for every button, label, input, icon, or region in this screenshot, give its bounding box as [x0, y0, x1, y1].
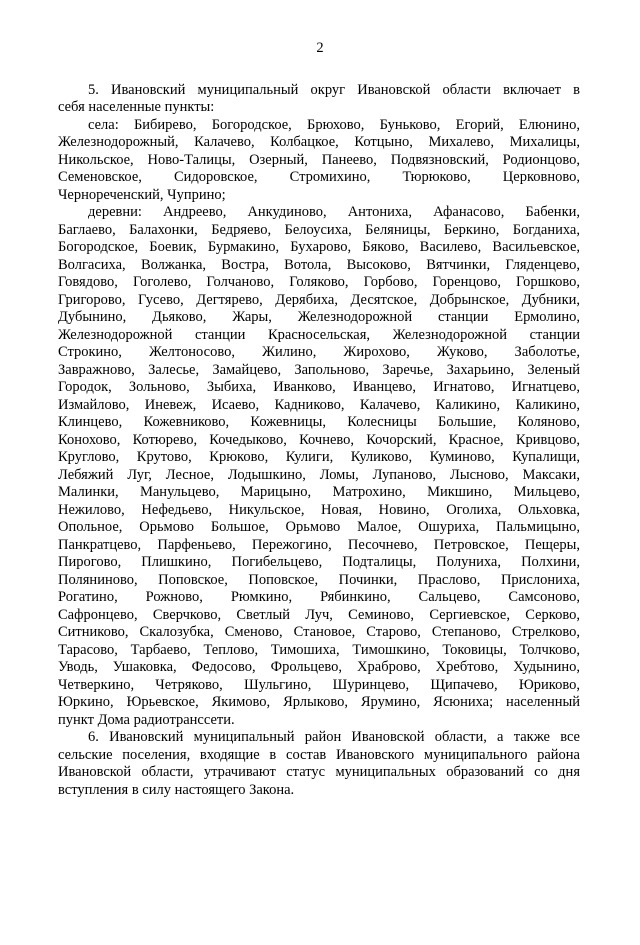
text-line: Четверкино, Четряково, Шульгино, Шуринцево, Щипачево, Юриково,	[58, 676, 580, 693]
text-line: Чернореченский, Чуприно;	[58, 186, 226, 203]
text-line: вступления в силу настоящего Закона.	[58, 781, 295, 798]
text-line: Григорово, Гусево, Дегтярево, Дерябиха, Десятское, Добрынское, Дубники,	[58, 291, 580, 308]
text-line: Строкино, Желтоносово, Жилино, Жирохово, Жуково, Заболотье,	[58, 344, 580, 360]
paragraph-item-6	[58, 729, 580, 799]
text-line: 5. Ивановский муниципальный округ Ивановской области включает в	[88, 81, 580, 98]
text-line: пункт Дома радиотранссети.	[58, 711, 235, 728]
text-line: Сафронцево, Сверчково, Светлый Луч, Семиново, Сергиевское, Серково,	[58, 606, 580, 623]
page-number: 2	[316, 40, 324, 56]
text-line: Говядово, Гоголево, Голчаново, Голяково, Горбово, Горенцово, Горшково,	[58, 274, 580, 290]
document-page	[0, 40, 640, 945]
text-line: Волгасиха, Волжанка, Востра, Вотола, Высоково, Вятчинки, Гляденцево,	[58, 256, 580, 273]
text-line: Ситниково, Скалозубка, Сменово, Становое, Старово, Степаново, Стрелково,	[58, 624, 580, 640]
text-line: Юркино, Юрьевское, Якимово, Ярлыково, Ярумино, Ясюниха; населенный	[58, 694, 580, 710]
paragraph-item-5	[58, 82, 580, 117]
text-line: Никольское, Ново-Талицы, Озерный, Панеево, Подвязновский, Родионцово,	[58, 151, 580, 168]
text-line: Городок, Зольново, Зыбиха, Иванково, Иванцево, Игнатово, Игнатцево,	[58, 379, 580, 395]
text-line: Завражново, Залесье, Замайцево, Запольново, Заречье, Захарьино, Зеленый	[58, 361, 580, 378]
text-line: села: Бибирево, Богородское, Брюхово, Буньково, Егорий, Елюнино,	[88, 116, 580, 133]
text-line: Круглово, Крутово, Крюково, Кулиги, Куликово, Куминово, Купалищи,	[58, 449, 580, 465]
text-line: Лебяжий Луг, Лесное, Лодышкино, Ломы, Лупаново, Лысново, Максаки,	[58, 466, 580, 483]
text-line: Панкратцево, Парфеньево, Пережогино, Песочнево, Петровское, Пещеры,	[58, 536, 580, 553]
text-line: Баглаево, Балахонки, Бедряево, Белоусиха, Беляницы, Беркино, Богданиха,	[58, 221, 580, 238]
paragraph-derevni-list	[58, 204, 580, 729]
text-line: Тарасово, Тарбаево, Теплово, Тимошиха, Тимошкино, Токовицы, Толчково,	[58, 641, 580, 658]
document-body	[58, 82, 580, 800]
paragraph-sela-list	[58, 117, 580, 205]
text-line: Ивановской области, утрачивают статус муниципальных образований со дня	[58, 764, 580, 780]
text-line: себя населенные пункты:	[58, 99, 215, 115]
text-line: Клинцево, Кожевниково, Кожевницы, Колесницы Большие, Коляново,	[58, 414, 580, 430]
text-line: Опольное, Орьмово Большое, Орьмово Малое, Ошуриха, Пальмицыно,	[58, 519, 580, 535]
text-line: Рогатино, Рожново, Рюмкино, Рябинкино, Сальцево, Самсоново,	[58, 589, 580, 605]
text-line: Уводь, Ушаковка, Федосово, Фрольцево, Храброво, Хребтово, Худынино,	[58, 659, 580, 675]
text-line: 6. Ивановский муниципальный район Ивановской области, а также все	[88, 729, 580, 745]
text-line: Нежилово, Нефедьево, Никульское, Новая, Новино, Оголиха, Ольховка,	[58, 501, 580, 518]
text-line: Дубынино, Дьяково, Жары, Железнодорожной станции Ермолино,	[58, 309, 580, 325]
text-line: сельские поселения, входящие в состав Ивановского муниципального района	[58, 746, 580, 763]
text-line: Малинки, Манульцево, Марицыно, Матрохино, Микшино, Мильцево,	[58, 484, 580, 500]
text-line: Измайлово, Иневеж, Исаево, Кадниково, Калачево, Каликино, Каликино,	[58, 396, 580, 413]
text-line: Богородское, Боевик, Бурмакино, Бухарово, Бяково, Василево, Васильевское,	[58, 239, 580, 255]
text-line: Поляниново, Поповское, Поповское, Починки, Праслово, Прислониха,	[58, 571, 580, 588]
text-line: Конохово, Котюрево, Кочедыково, Кочнево, Кочорский, Красное, Кривцово,	[58, 431, 580, 448]
text-line: Семеновское, Сидоровское, Стромихино, Тюрюково, Церковново,	[58, 169, 580, 185]
text-line: Железнодорожный, Калачево, Колбацкое, Котцыно, Михалево, Михалицы,	[58, 134, 580, 150]
text-line: Пирогово, Плишкино, Погибельцево, Подталицы, Полуниха, Полхини,	[58, 554, 580, 570]
text-line: деревни: Андреево, Анкудиново, Антониха, Афанасово, Бабенки,	[88, 204, 580, 220]
text-line: Железнодорожной станции Красносельская, Железнодорожной станции	[58, 326, 580, 343]
